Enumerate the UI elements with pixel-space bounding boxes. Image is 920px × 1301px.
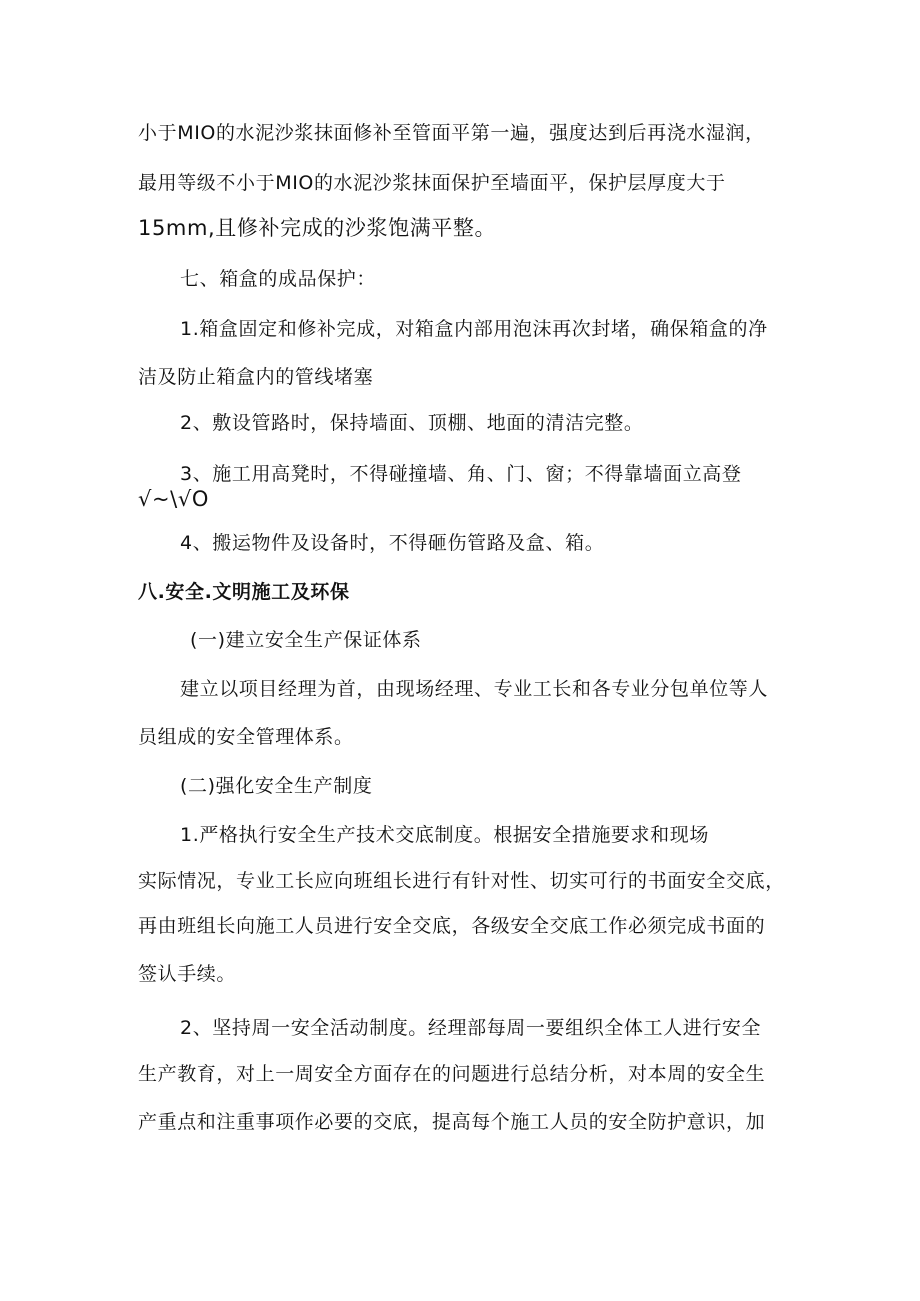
subsection-heading: (二)强化安全生产制度 (180, 775, 373, 797)
body-text-line: 最用等级不小于MIO的水泥沙浆抹面保护至墙面平，保护层厚度大于 (138, 172, 726, 194)
body-text-line: √~\√O (138, 487, 209, 511)
body-text-line: 产重点和注重事项作必要的交底，提高每个施工人员的安全防护意识，加 (138, 1111, 766, 1133)
list-item: 3、施工用高凳时，不得碰撞墙、角、门、窗；不得靠墙面立高登 (180, 463, 742, 485)
body-text-line: 员组成的安全管理体系。 (138, 726, 354, 748)
body-text-line: 小于MIO的水泥沙浆抹面修补至管面平第一遍，强度达到后再浇水湿润， (138, 122, 765, 144)
body-text-line: 洁及防止箱盒内的管线堵塞 (138, 366, 374, 388)
chapter-heading: 八.安全.文明施工及环保 (138, 581, 350, 603)
subsection-heading: (一)建立安全生产保证体系 (190, 629, 422, 651)
body-text-line: 1.严格执行安全生产技术交底制度。根据安全措施要求和现场 (180, 824, 709, 846)
body-text-line: 实际情况，专业工长应向班组长进行有针对性、切实可行的书面安全交底， (138, 870, 785, 892)
list-item: 2、敷设管路时，保持墙面、顶棚、地面的清洁完整。 (180, 412, 644, 434)
body-text-line: 1.箱盒固定和修补完成，对箱盒内部用泡沫再次封堵，确保箱盒的净 (180, 318, 768, 340)
body-text-line: 生产教育，对上一周安全方面存在的问题进行总结分析，对本周的安全生 (138, 1063, 766, 1085)
body-text-line: 2、坚持周一安全活动制度。经理部每周一要组织全体工人进行安全 (180, 1017, 762, 1039)
body-text-line: 再由班组长向施工人员进行安全交底，各级安全交底工作必须完成书面的 (138, 915, 766, 937)
section-heading: 七、箱盒的成品保护： (180, 268, 377, 290)
body-text-line: 建立以项目经理为首，由现场经理、专业工长和各专业分包单位等人 (180, 678, 769, 700)
body-text-line: 签认手续。 (138, 963, 237, 985)
list-item: 4、搬运物件及设备时，不得砸伤管路及盒、箱。 (180, 532, 605, 554)
body-text-line: 15mm,且修补完成的沙浆饱满平整。 (138, 216, 497, 240)
